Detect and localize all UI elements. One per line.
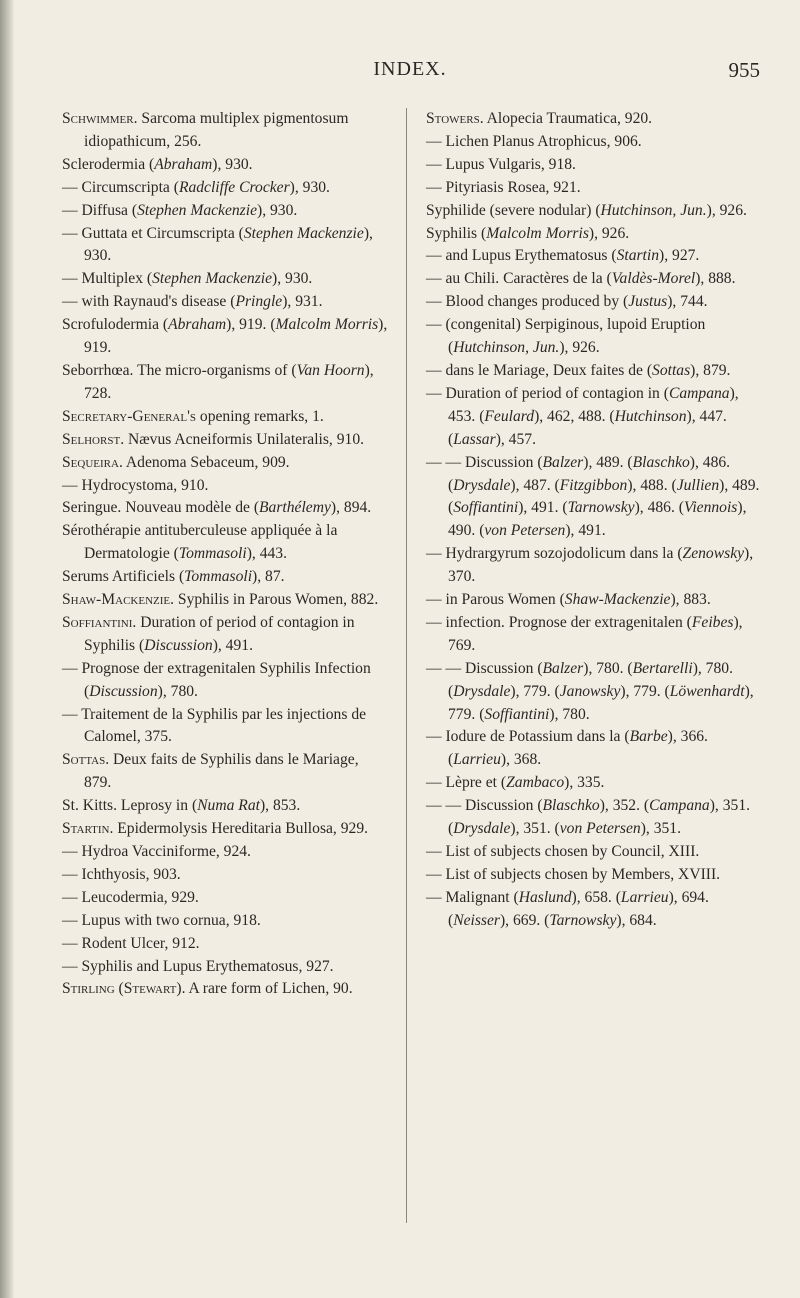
index-entry: — Leucodermia, 929.	[62, 888, 199, 906]
index-entry: Serums Artificiels (Tommasoli), 87.	[62, 568, 285, 586]
index-entry: — Circumscripta (Radcliffe Crocker), 930.	[62, 178, 330, 196]
index-entry: Sottas. Deux faits de Syphilis dans le Mariage, 879.	[62, 751, 359, 792]
index-entry: — Lichen Planus Atrophicus, 906.	[426, 132, 642, 150]
index-entry: — — Discussion (Balzer), 780. (Bertarelli), 780. (Drysdale), 779. (Janowsky), 779. (Löwenhardt), 779. (Soffiantini), 780.	[426, 659, 754, 723]
index-entry: Soffiantini. Duration of period of contagion in Syphilis (Discussion), 491.	[62, 613, 355, 654]
index-entry: — Diffusa (Stephen Mackenzie), 930.	[62, 201, 298, 219]
index-entry: — Lupus Vulgaris, 918.	[426, 155, 576, 173]
index-entry: — — Discussion (Blaschko), 352. (Campana), 351. (Drysdale), 351. (von Petersen), 351.	[426, 797, 751, 838]
index-entry: — Blood changes produced by (Justus), 744.	[426, 293, 708, 311]
index-entry: — with Raynaud's disease (Pringle), 931.	[62, 293, 323, 311]
index-entry: — Syphilis and Lupus Erythematosus, 927.	[62, 957, 334, 975]
index-entry: Syphilide (severe nodular) (Hutchinson, Jun.), 926.	[426, 201, 747, 219]
index-entry: — infection. Prognose der extragenitalen (Feibes), 769.	[426, 613, 743, 654]
page-number: 955	[728, 58, 760, 82]
index-entry: Sérothérapie antituberculeuse appliquée à la Dermatologie (Tommasoli), 443.	[62, 522, 338, 563]
running-title: INDEX.	[373, 58, 447, 80]
index-entry: — List of subjects chosen by Council, XIII.	[426, 843, 700, 860]
index-entry: Scrofulodermia (Abraham), 919. (Malcolm Morris), 919.	[62, 316, 388, 357]
index-entry: Secretary-General's opening remarks, 1.	[62, 407, 324, 425]
index-entry: Startin. Epidermolysis Hereditaria Bullosa, 929.	[62, 820, 369, 838]
index-entry: Sclerodermia (Abraham), 930.	[62, 155, 253, 173]
index-entry: — au Chili. Caractères de la (Valdès-Morel), 888.	[426, 270, 736, 288]
index-entry: — List of subjects chosen by Members, XVIII.	[426, 865, 721, 883]
index-entry: Stirling (Stewart). A rare form of Lichen, 90.	[62, 980, 353, 998]
index-entry: — (congenital) Serpiginous, lupoid Eruption (Hutchinson, Jun.), 926.	[426, 316, 706, 357]
index-column-left	[62, 108, 388, 1001]
index-entry: — Hydrocystoma, 910.	[62, 476, 209, 494]
index-entry: — Prognose der extragenitalen Syphilis Infection (Discussion), 780.	[62, 659, 371, 700]
index-entry: St. Kitts. Leprosy in (Numa Rat), 853.	[62, 797, 301, 815]
index-entry: — Lupus with two cornua, 918.	[62, 911, 261, 929]
index-entry: — Multiplex (Stephen Mackenzie), 930.	[62, 270, 313, 288]
column-divider	[406, 108, 407, 1223]
index-entry: Seringue. Nouveau modèle de (Barthélemy), 894.	[62, 499, 372, 517]
index-entry: Schwimmer. Sarcoma multiplex pigmentosum idiopathicum, 256.	[62, 110, 349, 150]
index-column-right	[426, 108, 760, 933]
index-entry: — in Parous Women (Shaw-Mackenzie), 883.	[426, 591, 711, 609]
index-entry: Syphilis (Malcolm Morris), 926.	[426, 224, 630, 242]
index-entry: Sequeira. Adenoma Sebaceum, 909.	[62, 453, 290, 471]
index-entry: — Ichthyosis, 903.	[62, 865, 181, 883]
index-entry: — Hydroa Vacciniforme, 924.	[62, 843, 251, 860]
index-entry: — and Lupus Erythematosus (Startin), 927.	[426, 247, 700, 265]
index-entry: — Malignant (Haslund), 658. (Larrieu), 694. (Neisser), 669. (Tarnowsky), 684.	[426, 888, 709, 929]
index-entry: — Traitement de la Syphilis par les injections de Calomel, 375.	[62, 705, 367, 746]
index-entry: — — Discussion (Balzer), 489. (Blaschko), 486. (Drysdale), 487. (Fitzgibbon), 488. (Jullien), 489. (Soffiantini), 491. (Tarnowsky), 486. (Viennois), 490. (von Petersen), 491.	[426, 453, 760, 540]
index-entry: Shaw-Mackenzie. Syphilis in Parous Women, 882.	[62, 591, 379, 609]
page-header	[60, 58, 760, 88]
index-entry: — Hydrargyrum sozojodolicum dans la (Zenowsky), 370.	[426, 545, 754, 586]
index-entry: Selhorst. Nævus Acneiformis Unilateralis, 910.	[62, 430, 365, 448]
index-entry: — Iodure de Potassium dans la (Barbe), 366. (Larrieu), 368.	[426, 728, 708, 769]
index-entry: Stowers. Alopecia Traumatica, 920.	[426, 110, 653, 127]
index-entry: — Guttata et Circumscripta (Stephen Mackenzie), 930.	[62, 224, 373, 265]
index-entry: — dans le Mariage, Deux faites de (Sottas), 879.	[426, 361, 731, 379]
index-entry: — Rodent Ulcer, 912.	[62, 934, 200, 952]
index-entry: — Duration of period of contagion in (Campana), 453. (Feulard), 462, 488. (Hutchinson), 447. (Lassar), 457.	[426, 384, 739, 448]
index-entry: — Pityriasis Rosea, 921.	[426, 178, 581, 196]
book-binding-shadow	[0, 0, 14, 1298]
index-entry: Seborrhœa. The micro-organisms of (Van Hoorn), 728.	[62, 361, 374, 402]
index-entry: — Lèpre et (Zambaco), 335.	[426, 774, 605, 792]
